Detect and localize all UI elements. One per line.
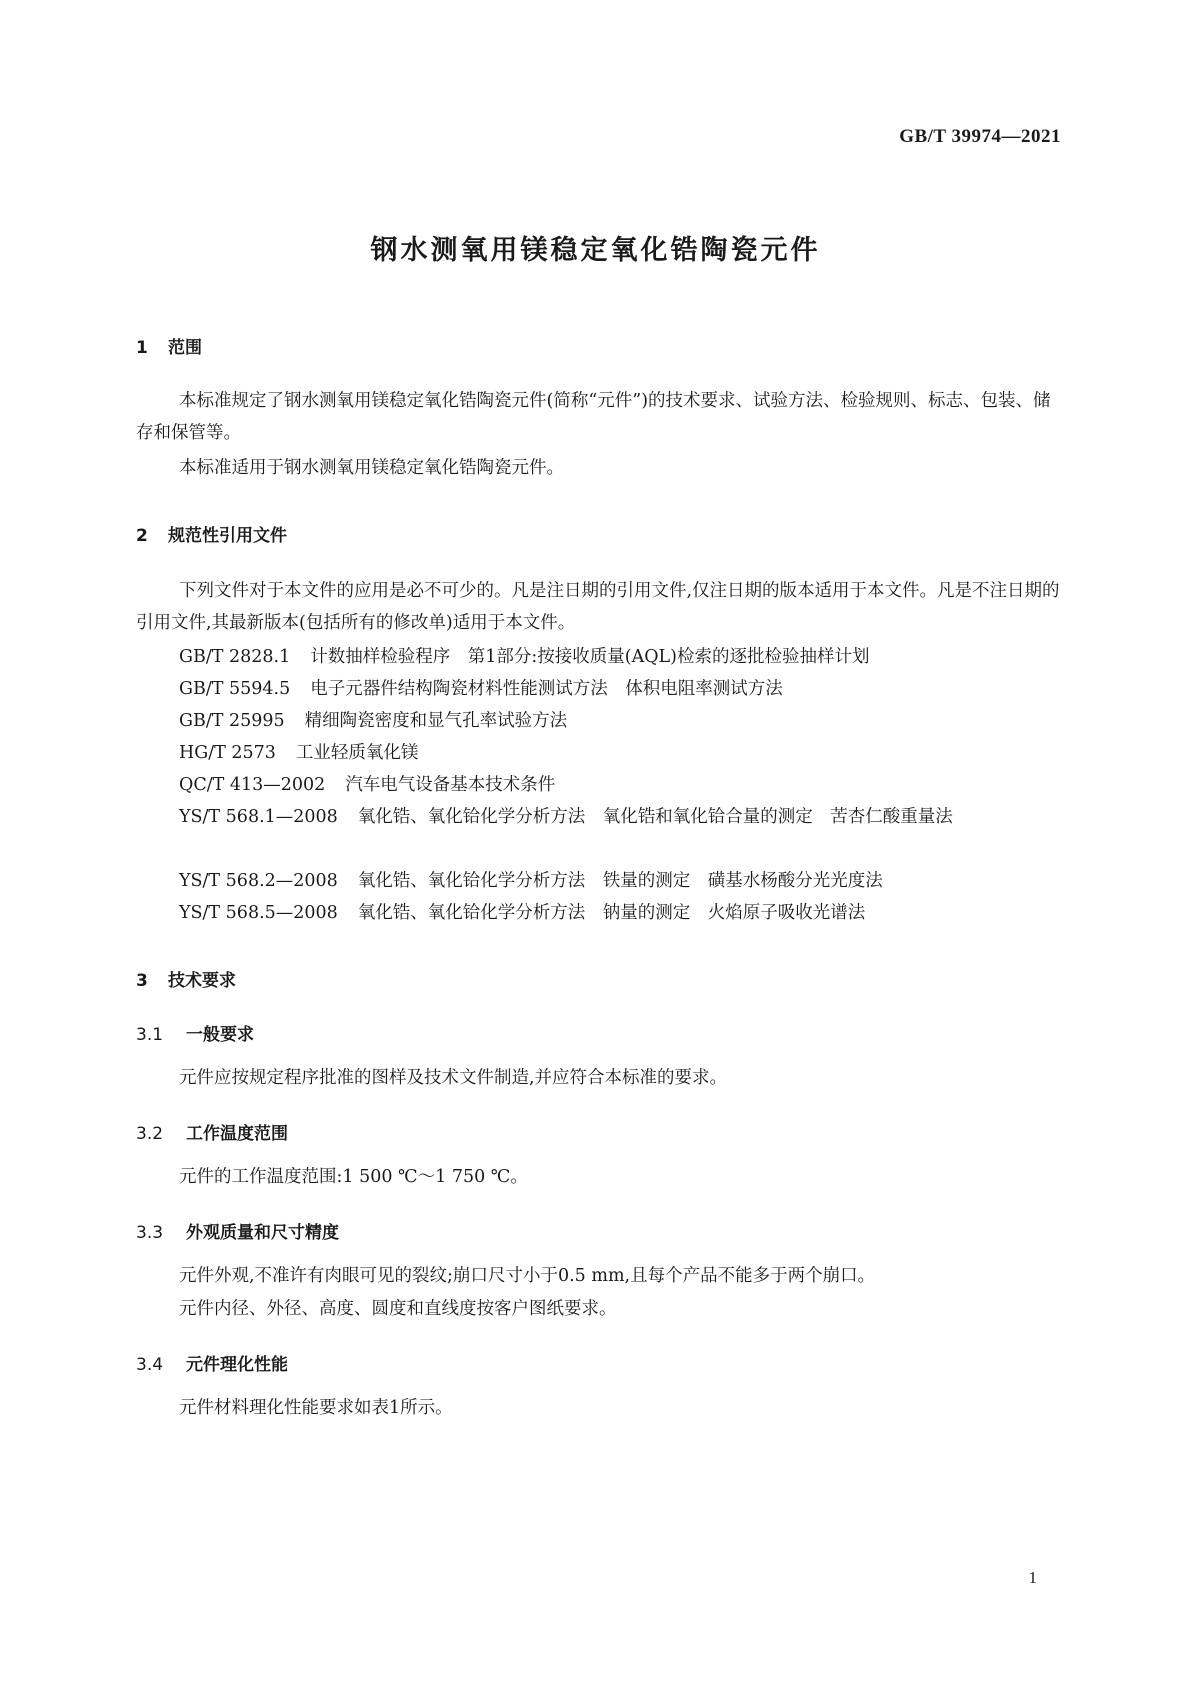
section-3-1-heading: [136, 1020, 254, 1045]
reference-item: [179, 737, 1063, 769]
reference-code: GB/T 25995: [179, 711, 285, 731]
reference-title: 电子元器件结构陶瓷材料性能测试方法 体积电阻率测试方法: [310, 679, 783, 699]
document-title: 钢水测氧用镁稳定氧化锆陶瓷元件: [370, 235, 821, 266]
paragraph-text: 本标准规定了钢水测氧用镁稳定氧化锆陶瓷元件(简称“元件”)的技术要求、试验方法、检验规则、标志、包装、储存和保管等。: [136, 391, 1051, 443]
reference-item: [179, 705, 1063, 737]
section-title: 范围: [168, 338, 202, 358]
reference-code: GB/T 5594.5: [179, 679, 291, 699]
reference-item: [179, 641, 1063, 673]
reference-code: GB/T 2828.1: [179, 647, 291, 667]
reference-code: YS/T 568.1—2008: [179, 807, 338, 827]
reference-code: YS/T 568.5—2008: [179, 903, 338, 923]
paragraph-text: 下列文件对于本文件的应用是必不可少的。凡是注日期的引用文件,仅注日期的版本适用于本文件。凡是不注日期的引用文件,其最新版本(包括所有的修改单)适用于本文件。: [136, 581, 1060, 633]
section-1-paragraph-2: [136, 452, 1063, 484]
paragraph-text: 元件内径、外径、高度、圆度和直线度按客户图纸要求。: [179, 1299, 617, 1319]
reference-title: 汽车电气设备基本技术条件: [345, 775, 556, 795]
section-title: 规范性引用文件: [168, 526, 287, 546]
section-2-heading: [136, 521, 287, 546]
reference-title: 工业轻质氧化镁: [295, 743, 419, 763]
section-number: 1: [136, 338, 148, 358]
reference-title: 氧化锆、氧化铪化学分析方法 钠量的测定 火焰原子吸收光谱法: [357, 903, 866, 923]
section-3-1-paragraph: [136, 1062, 1063, 1094]
reference-title: 氧化锆、氧化铪化学分析方法 氧化锆和氧化铪合量的测定 苦杏仁酸重量法: [357, 807, 953, 827]
paragraph-text: 元件外观,不准许有肉眼可见的裂纹;崩口尺寸小于0.5 mm,且每个产品不能多于两个崩口。: [179, 1266, 876, 1286]
section-title: 元件理化性能: [186, 1355, 288, 1375]
section-3-2-paragraph: [136, 1161, 1063, 1193]
section-number: 3: [136, 971, 148, 991]
page-number: 1: [1028, 1568, 1037, 1587]
reference-item: [179, 673, 1063, 705]
reference-item: [179, 897, 1063, 929]
section-3-heading: [136, 966, 236, 991]
section-number: 3.2: [136, 1124, 164, 1144]
section-3-2-heading: [136, 1119, 288, 1144]
reference-code: HG/T 2573: [179, 743, 276, 763]
section-1-heading: [136, 333, 202, 358]
section-title: 一般要求: [186, 1025, 254, 1045]
section-3-3-paragraph-1: [136, 1260, 1063, 1292]
section-3-4-paragraph: [136, 1392, 1063, 1424]
section-number: 3.1: [136, 1025, 164, 1045]
paragraph-text: 本标准适用于钢水测氧用镁稳定氧化锆陶瓷元件。: [179, 458, 564, 478]
paragraph-text: 元件应按规定程序批准的图样及技术文件制造,并应符合本标准的要求。: [179, 1068, 728, 1088]
paragraph-text: 元件材料理化性能要求如表1所示。: [179, 1398, 453, 1418]
section-3-4-heading: [136, 1350, 288, 1375]
section-title: 工作温度范围: [186, 1124, 288, 1144]
reference-item: [179, 769, 1063, 801]
section-title: 技术要求: [168, 971, 236, 991]
reference-title: 精细陶瓷密度和显气孔率试验方法: [304, 711, 568, 731]
reference-title: 氧化锆、氧化铪化学分析方法 铁量的测定 磺基水杨酸分光光度法: [357, 871, 883, 891]
standard-code: GB/T 39974—2021: [899, 126, 1061, 147]
section-3-3-heading: [136, 1218, 339, 1243]
section-3-3-paragraph-2: [136, 1293, 1063, 1325]
section-1-paragraph-1: [136, 385, 1063, 449]
section-number: 2: [136, 526, 148, 546]
section-number: 3.4: [136, 1355, 164, 1375]
section-number: 3.3: [136, 1223, 164, 1243]
reference-title: 计数抽样检验程序 第1部分:按接收质量(AQL)检索的逐批检验抽样计划: [310, 647, 870, 667]
reference-code: QC/T 413—2002: [179, 775, 326, 795]
section-2-paragraph-1: [136, 575, 1063, 639]
reference-code: YS/T 568.2—2008: [179, 871, 338, 891]
section-title: 外观质量和尺寸精度: [186, 1223, 339, 1243]
reference-item: [136, 801, 1063, 833]
paragraph-text: 元件的工作温度范围:1 500 ℃～1 750 ℃。: [179, 1167, 528, 1187]
reference-item: [179, 865, 1063, 897]
